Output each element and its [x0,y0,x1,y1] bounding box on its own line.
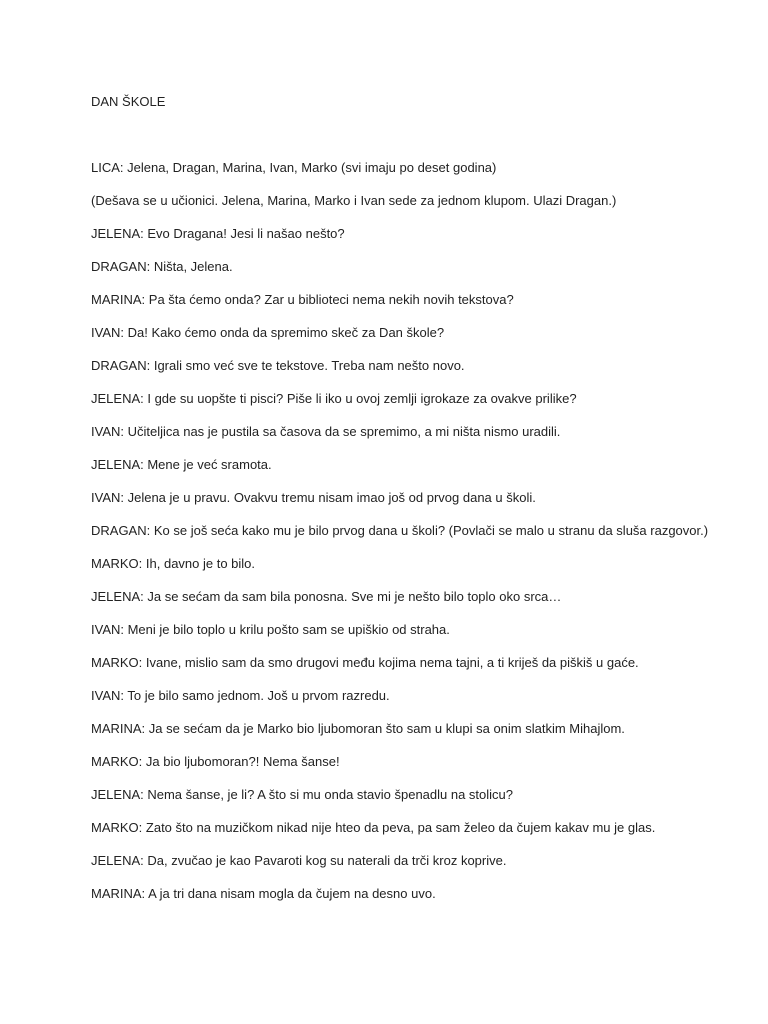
dialogue-line: IVAN: To je bilo samo jednom. Još u prvom razredu. [91,688,390,703]
dialogue-line: IVAN: Meni je bilo toplo u krilu pošto sam se upiškio od straha. [91,622,450,637]
dialogue-line: MARKO: Ih, davno je to bilo. [91,556,256,571]
dialogue-line: MARKO: Zato što na muzičkom nikad nije hteo da peva, pa sam želeo da čujem kakav mu je glas. [91,820,656,835]
dialogue-list [91,159,708,918]
dialogue-line: JELENA: Ja se sećam da sam bila ponosna. Sve mi je nešto bilo toplo oko srca… [91,589,562,604]
dialogue-line: MARKO: Ivane, mislio sam da smo drugovi među kojima nema tajni, a ti kriješ da piškiš u gaće. [91,655,639,670]
stage-direction: (Dešava se u učionici. Jelena, Marina, Marko i Ivan sede za jednom klupom. Ulazi Dragan.) [91,193,617,208]
document-title: DAN ŠKOLE [91,94,166,109]
dialogue-line: JELENA: Mene je već sramota. [91,457,272,472]
cast-line: LICA: Jelena, Dragan, Marina, Ivan, Marko (svi imaju po deset godina) [91,160,497,175]
dialogue-line: IVAN: Da! Kako ćemo onda da spremimo skeč za Dan škole? [91,325,445,340]
dialogue-line: JELENA: Nema šanse, je li? A što si mu onda stavio špenadlu na stolicu? [91,787,514,802]
dialogue-line: MARINA: Ja se sećam da je Marko bio ljubomoran što sam u klupi sa onim slatkim Mihajlom. [91,721,625,736]
dialogue-line: DRAGAN: Ko se još seća kako mu je bilo prvog dana u školi? (Povlači se malo u stranu da sluša razgovor.) [91,523,709,538]
dialogue-line: MARKO: Ja bio ljubomoran?! Nema šanse! [91,754,340,769]
dialogue-line: DRAGAN: Igrali smo već sve te tekstove. Treba nam nešto novo. [91,358,465,373]
dialogue-line: IVAN: Jelena je u pravu. Ovakvu tremu nisam imao još od prvog dana u školi. [91,490,536,505]
dialogue-line: JELENA: Da, zvučao je kao Pavaroti kog su naterali da trči kroz koprive. [91,853,507,868]
dialogue-line: JELENA: Evo Dragana! Jesi li našao nešto? [91,226,345,241]
dialogue-line: MARINA: A ja tri dana nisam mogla da čujem na desno uvo. [91,886,436,901]
dialogue-line: IVAN: Učiteljica nas je pustila sa časova da se spremimo, a mi ništa nismo uradili. [91,424,561,439]
dialogue-line: JELENA: I gde su uopšte ti pisci? Piše li iko u ovoj zemlji igrokaze za ovakve prilike? [91,391,577,406]
dialogue-line: MARINA: Pa šta ćemo onda? Zar u biblioteci nema nekih novih tekstova? [91,292,514,307]
dialogue-line: DRAGAN: Ništa, Jelena. [91,259,233,274]
